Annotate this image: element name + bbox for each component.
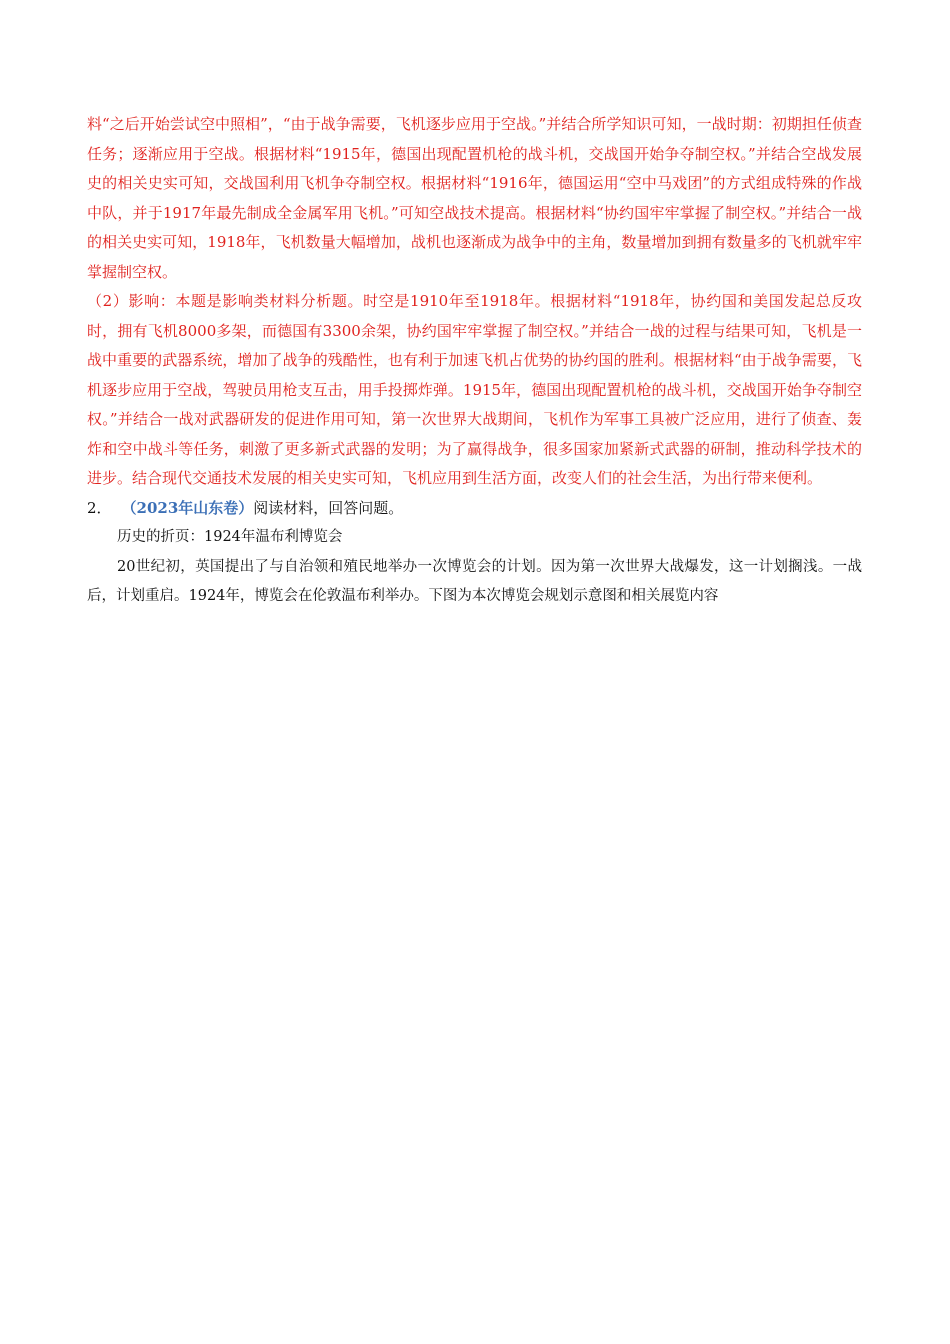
answer-paragraph-1: 料“之后开始尝试空中照相”，“由于战争需要，飞机逐步应用于空战。”并结合所学知识可知，一战时期：初期担任侦查任务；逐渐应用于空战。根据材料“1915年，德国出现配置机枪的战斗机，交战国开始争夺制空权。”并结合空战发展史的相关史实可知，交战国利用飞机争夺制空权。根据材料“1916年，德国运用“空中马戏团”的方式组成特殊的作战中队，并于1917年最先制成全金属军用飞机。”可知空战技术提高。根据材料“协约国牢牢掌握了制空权。”并结合一战的相关史实可知，1918年，飞机数量大幅增加，战机也逐渐成为战争中的主角，数量增加到拥有数量多的飞机就牢牢掌握制空权。 <box>87 115 862 281</box>
answer-paragraph-2: （2）影响：本题是影响类材料分析题。时空是1910年至1918年。根据材料“1918年，协约国和美国发起总反攻时，拥有飞机8000多架，而德国有3300余架，协约国牢牢掌握了制空权。”并结合一战的过程与结果可知，飞机是一战中重要的武器系统，增加了战争的残酷性，也有利于加速飞机占优势的协约国的胜利。根据材料“由于战争需要，飞机逐步应用于空战，驾驶员用枪支互击，用手投掷炸弹。1915年，德国出现配置机枪的战斗机，交战国开始争夺制空权。”并结合一战对武器研发的促进作用可知，第一次世界大战期间，飞机作为军事工具被广泛应用，进行了侦查、轰炸和空中战斗等任务，刺激了更多新式武器的发明；为了赢得战争，很多国家加紧新式武器的研制，推动科学技术的进步。结合现代交通技术发展的相关史实可知，飞机应用到生活方面，改变人们的社会生活，为出行带来便利。 <box>87 292 862 487</box>
material-section <box>87 523 862 612</box>
answer-section <box>87 110 862 494</box>
question-2 <box>87 494 862 524</box>
material-body: 20世纪初，英国提出了与自治领和殖民地举办一次博览会的计划。因为第一次世界大战爆发，这一计划搁浅。一战后，计划重启。1924年，博览会在伦敦温布利举办。下图为本次博览会规划示意图和相关展览内容 <box>87 558 862 604</box>
question-prompt: 阅读材料，回答问题。 <box>253 498 404 517</box>
material-heading: 历史的折页：1924年温布利博览会 <box>117 529 343 545</box>
document-page <box>87 110 862 612</box>
question-number: 2． <box>87 498 112 517</box>
question-source: （2023年山东卷） <box>121 498 254 517</box>
